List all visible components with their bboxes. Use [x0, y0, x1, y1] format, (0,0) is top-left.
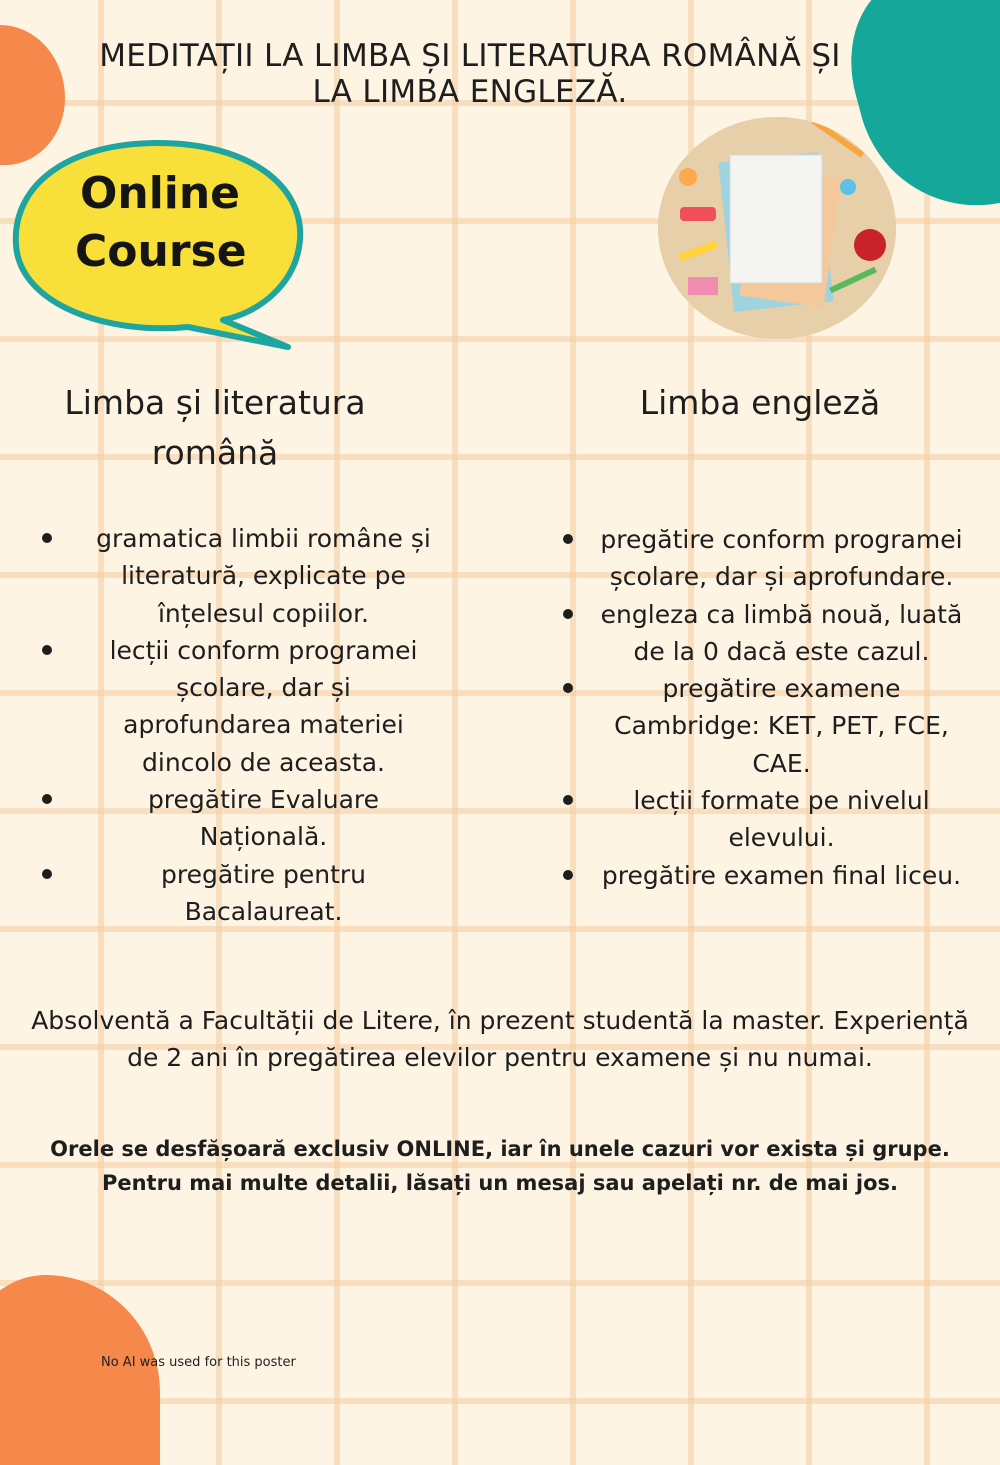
poster-title: [40, 38, 900, 110]
list-item: pregătire examene Cambridge: KET, PET, FCE, CAE.: [560, 670, 975, 782]
bullet-icon: [563, 534, 573, 544]
english-section-title: Limba engleză: [639, 383, 881, 422]
list-item: pregătire pentru Bacalaureat.: [40, 856, 455, 931]
list-item: lecții formate pe nivelul elevului.: [560, 782, 975, 857]
school-supplies-photo: [658, 117, 896, 339]
bullet-icon: [42, 645, 52, 655]
romanian-title-line-2: română: [151, 433, 279, 472]
bullet-icon: [563, 609, 573, 619]
list-item: gramatica limbii române și literatură, explicate pe înțelesul copiilor.: [40, 520, 455, 632]
bullet-icon: [42, 869, 52, 879]
bullet-icon: [42, 794, 52, 804]
romanian-topics-list: [40, 520, 455, 930]
title-line-1: MEDITAȚII LA LIMBA ȘI LITERATURA ROMÂNĂ ȘI: [99, 38, 841, 74]
bullet-icon: [42, 533, 52, 543]
romanian-title-line-1: Limba și literatura: [64, 383, 366, 422]
title-line-2: LA LIMBA ENGLEZĂ.: [312, 74, 628, 110]
list-item: pregătire conform programei școlare, dar și aprofundare.: [560, 521, 975, 596]
bullet-icon: [563, 795, 573, 805]
online-course-badge: [75, 165, 245, 281]
orange-blob-bottom-left: [0, 1275, 160, 1465]
list-item: pregătire Evaluare Națională.: [40, 781, 455, 856]
footer-note: No AI was used for this poster: [101, 1355, 296, 1370]
badge-line-2: Course: [75, 226, 247, 277]
list-item: engleza ca limbă nouă, luată de la 0 dacă este cazul.: [560, 596, 975, 671]
list-item: lecții conform programei școlare, dar și aprofundarea materiei dincolo de aceasta.: [40, 632, 455, 781]
badge-line-1: Online: [79, 168, 241, 219]
list-item: pregătire examen final liceu.: [560, 857, 975, 894]
schedule-note: Orele se desfășoară exclusiv ONLINE, iar în unele cazuri vor exista și grupe. Pentru mai multe detalii, lăsați un mesaj sau apelați nr. de mai jos.: [50, 1137, 950, 1195]
tutor-bio: Absolventă a Facultății de Litere, în prezent studentă la master. Experiență de 2 ani în pregătirea elevilor pentru examene și nu numai.: [31, 1006, 969, 1072]
bullet-icon: [563, 683, 573, 693]
romanian-section-title: [40, 378, 390, 478]
bullet-icon: [563, 870, 573, 880]
english-topics-list: [560, 521, 975, 894]
